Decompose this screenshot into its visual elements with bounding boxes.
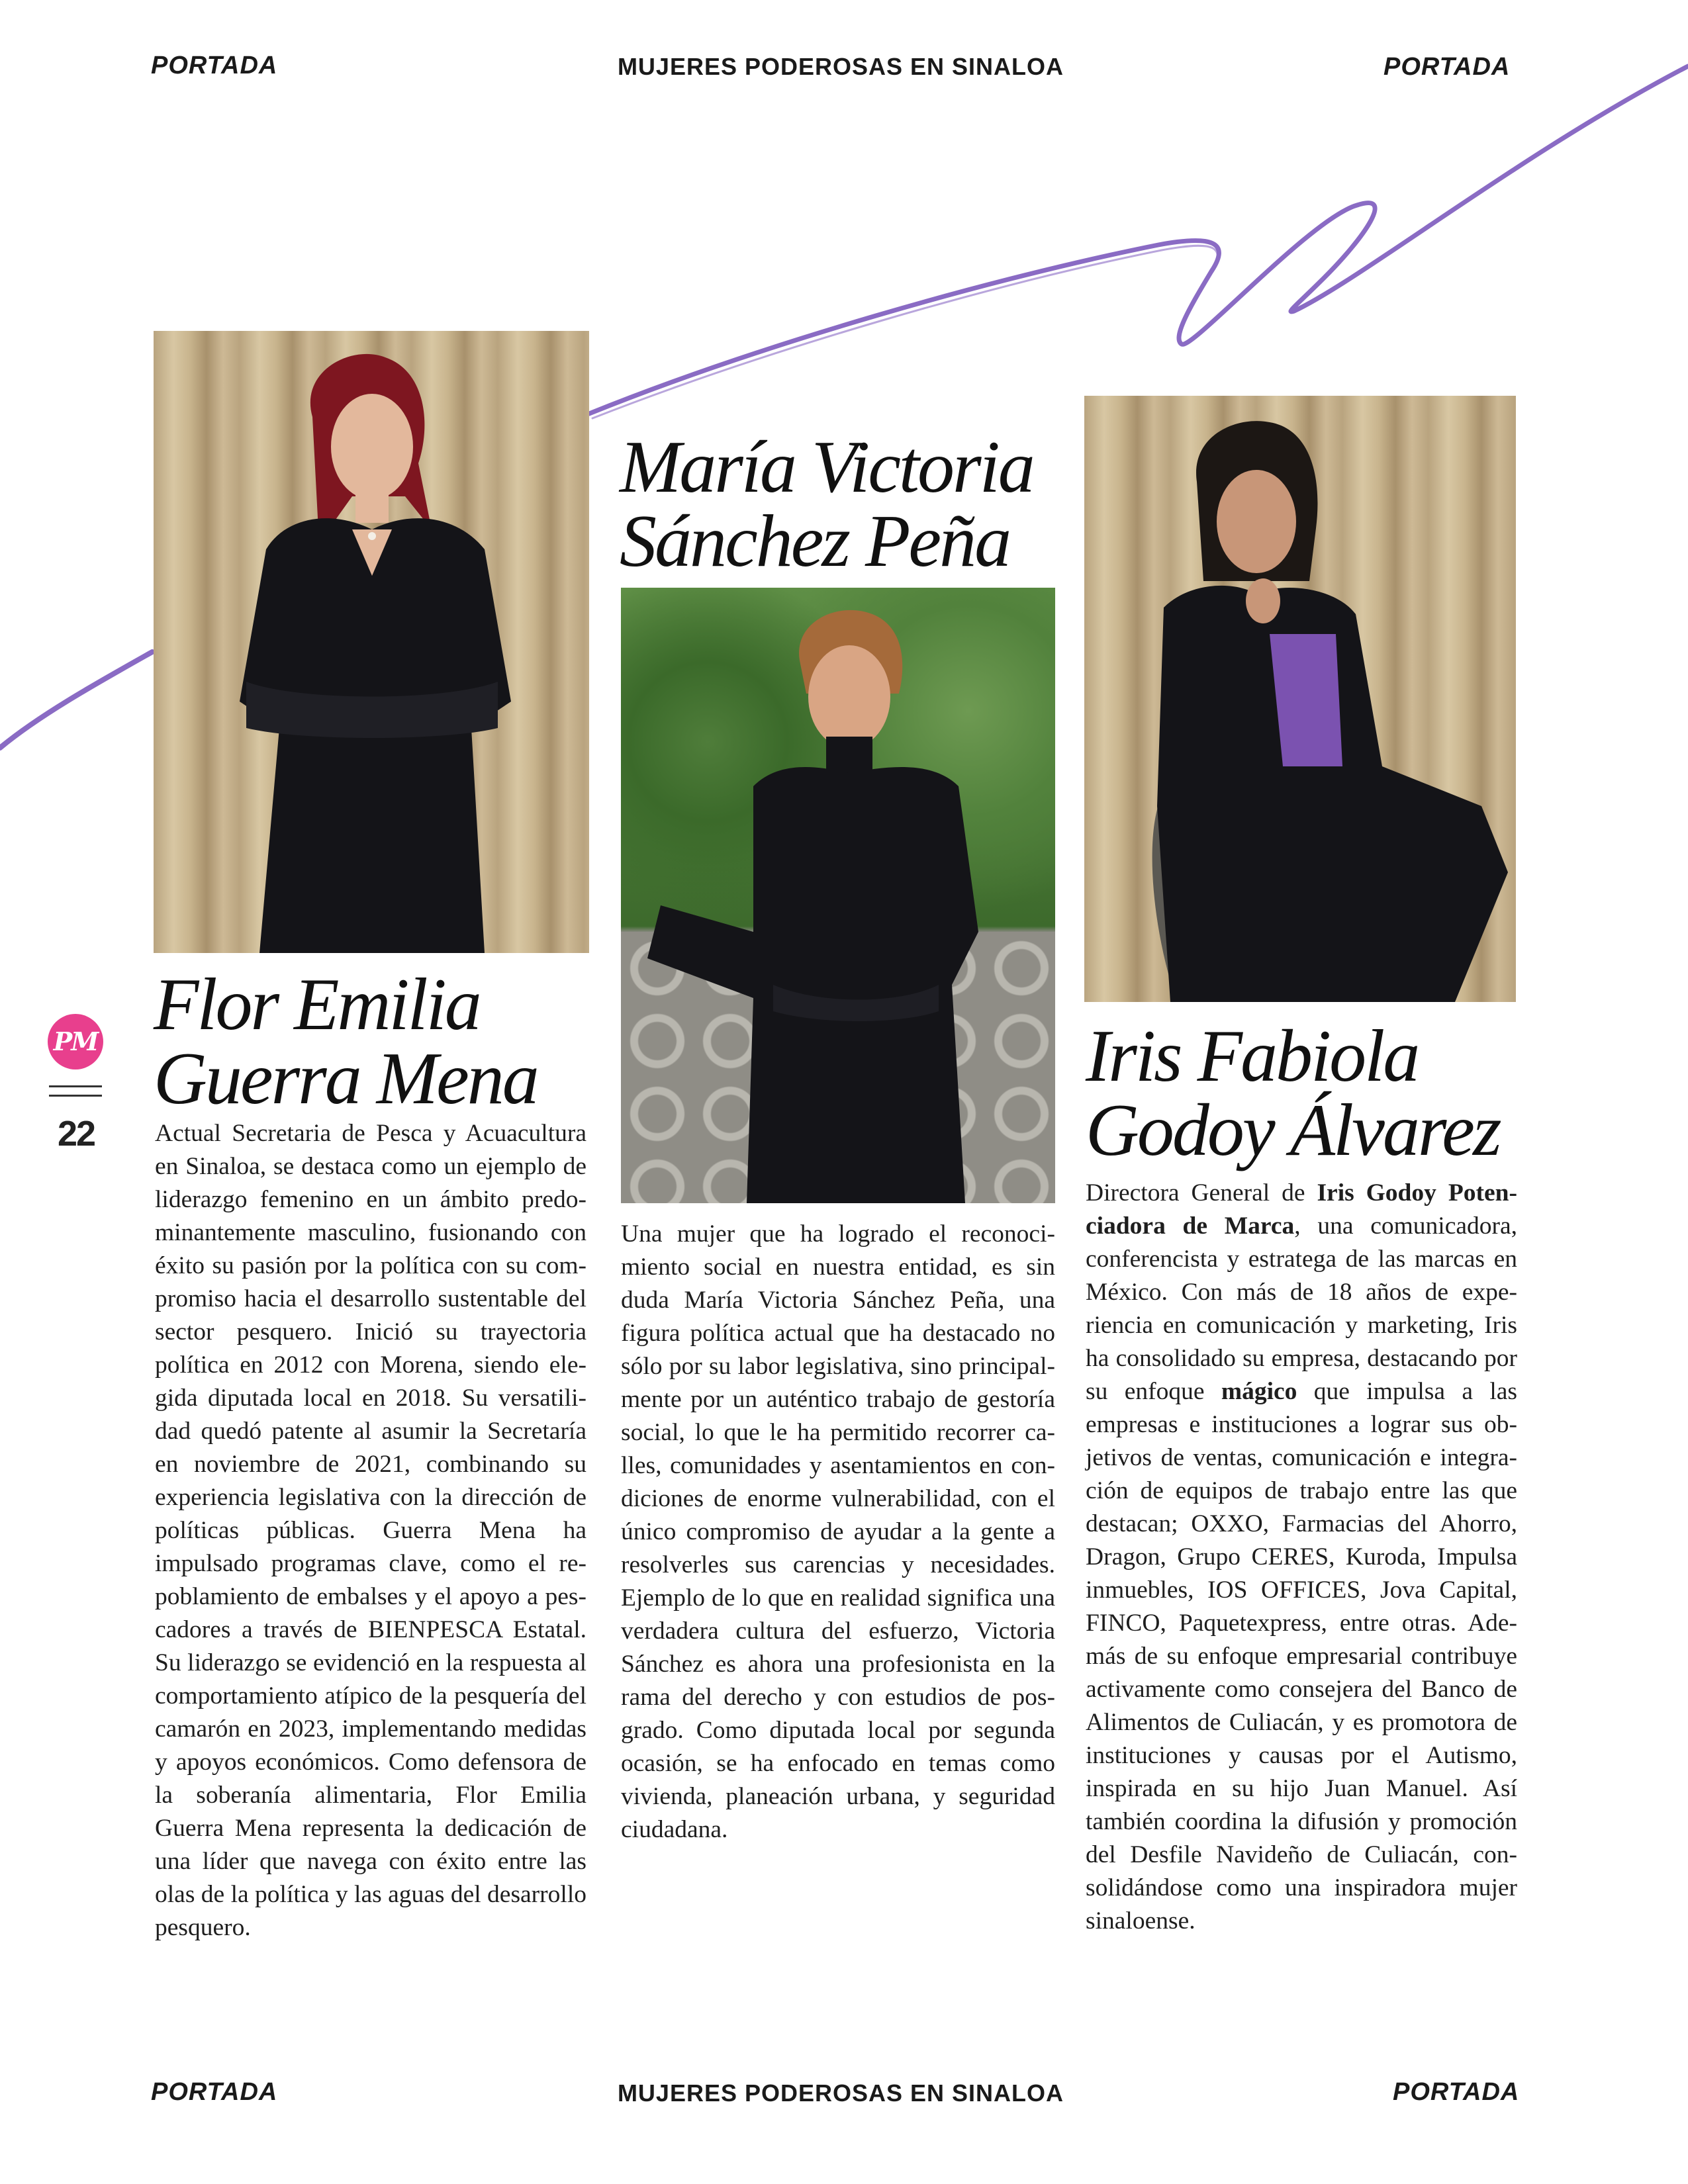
header-right-label: PORTADA <box>1383 53 1511 81</box>
footer-right-label: PORTADA <box>1393 2078 1520 2106</box>
name-iris-fabiola <box>1086 1015 1500 1171</box>
bio-text-segment: que impulsa a las empresas e instituciones a lograr sus objetivos de ventas, comunicación e integración de equipos de trabajo entre las que destacan; OXXO, Farmacias del Ahorro, Dragon, Grupo CERES, Kuroda, Impulsa inmuebles, IOS OFFICES, Jova Capital, FINCO, Paquetexpress, entre otras. Además de su enfoque empresarial contribuye activamente como consejera del Banco de Alimentos de Culiacán, y es promotora de instituciones y causas por el Autismo, inspirada en su hijo Juan Manuel. Así también coordina la difusión y promoción del Desfile Navideño de Culiacán, consolidándose como una inspiradora mujer sinaloense. <box>1086 1378 1517 1934</box>
photo-maria-victoria <box>621 588 1055 1203</box>
portrait-figure-icon <box>621 588 1055 1203</box>
name-maria-victoria <box>620 426 1033 582</box>
bio-bold-word: mágico <box>1221 1378 1297 1405</box>
footer-left-label: PORTADA <box>151 2078 278 2106</box>
name-line-2: Guerra Mena <box>154 1038 538 1120</box>
name-flor-emilia <box>154 964 538 1120</box>
page-number: 22 <box>57 1114 95 1154</box>
bio-maria-victoria: Una mujer que ha logrado el reconocimiento social en nuestra entidad, es sin duda María Victoria Sánchez Peña, una figura política actual que ha destacado no sólo por su labor legislativa, sino principalmente por un auténtico trabajo de gestoría social, lo que le ha permitido recorrer calles, comunidades y asentamientos en condiciones de enorme vulnerabilidad, con el único compromiso de ayudar a la gente a resolverles sus carencias y necesidades. Ejemplo de lo que en realidad significa una verdadera cultura del esfuerzo, Victoria Sánchez es ahora una profesionista en la rama del derecho y con estudios de posgrado. Como diputada local por segunda ocasión, se ha enfocado en temas como vivienda, planeación urbana, y seguridad ciudadana. <box>621 1220 1055 1843</box>
swoosh-upper-stroke-2 <box>592 246 1217 418</box>
bio-text-segment: Directora General de <box>1086 1179 1317 1206</box>
photo-iris-fabiola <box>1084 396 1516 1002</box>
footer-center-title: MUJERES PODEROSAS EN SINALOA <box>617 2079 1064 2107</box>
portrait-figure-icon <box>1084 396 1516 1002</box>
header-center-title: MUJERES PODEROSAS EN SINALOA <box>617 53 1064 80</box>
bio-flor-emilia: Actual Secretaria de Pesca y Acuacultura en Sinaloa, se destaca como un ejemplo de liderazgo femenino en un ámbito predominantemente masculino, fusionando con éxito su pasión por la política con su compromiso hacia el desarrollo sustentable del sector pesquero. Inició su trayectoria política en 2012 con Morena, siendo elegida diputada local en 2018. Su versatilidad quedó patente al asumir la Secretaría en noviembre de 2021, combinando su experiencia legislativa con la dirección de políticas públicas. Guerra Mena ha impulsado programas clave, como el repoblamiento de embalses y el apoyo a pescadores a través de BIENPESCA Estatal. Su liderazgo se evidenció en la respuesta al comportamiento atípico de la pesquería del camarón en 2023, implementando medidas y apoyos económicos. Como defensora de la soberanía alimentaria, Flor Emilia Guerra Mena representa la dedicación de una líder que navega con éxito entre las olas de la política y las aguas del desarrollo pesquero. <box>155 1120 586 1941</box>
portrait-figure-icon <box>154 331 589 953</box>
swoosh-upper-stroke <box>589 66 1688 414</box>
name-line-2: Godoy Álvarez <box>1086 1089 1500 1171</box>
bio-bold-company: Iris Godoy Potenciadora de Marca <box>1086 1179 1517 1240</box>
divider-rule <box>49 1085 102 1087</box>
photo-flor-emilia <box>154 331 589 953</box>
divider-rule <box>49 1095 102 1097</box>
name-line-1: María Victoria <box>620 426 1033 508</box>
name-line-1: Iris Fabiola <box>1086 1015 1419 1097</box>
name-line-2: Sánchez Peña <box>620 500 1010 582</box>
swoosh-lower-stroke <box>0 652 152 748</box>
header-left-label: PORTADA <box>151 52 278 79</box>
pm-logo-badge: PM <box>48 1014 103 1069</box>
bio-iris-fabiola <box>1086 1177 1517 1938</box>
name-line-1: Flor Emilia <box>154 964 480 1046</box>
bio-text-segment: , una comunicadora, conferencista y estratega de las marcas en México. Con más de 18 años de experiencia en comunicación y marketing, Iris ha consolidado su empresa, destacando por su enfoque <box>1086 1212 1517 1405</box>
